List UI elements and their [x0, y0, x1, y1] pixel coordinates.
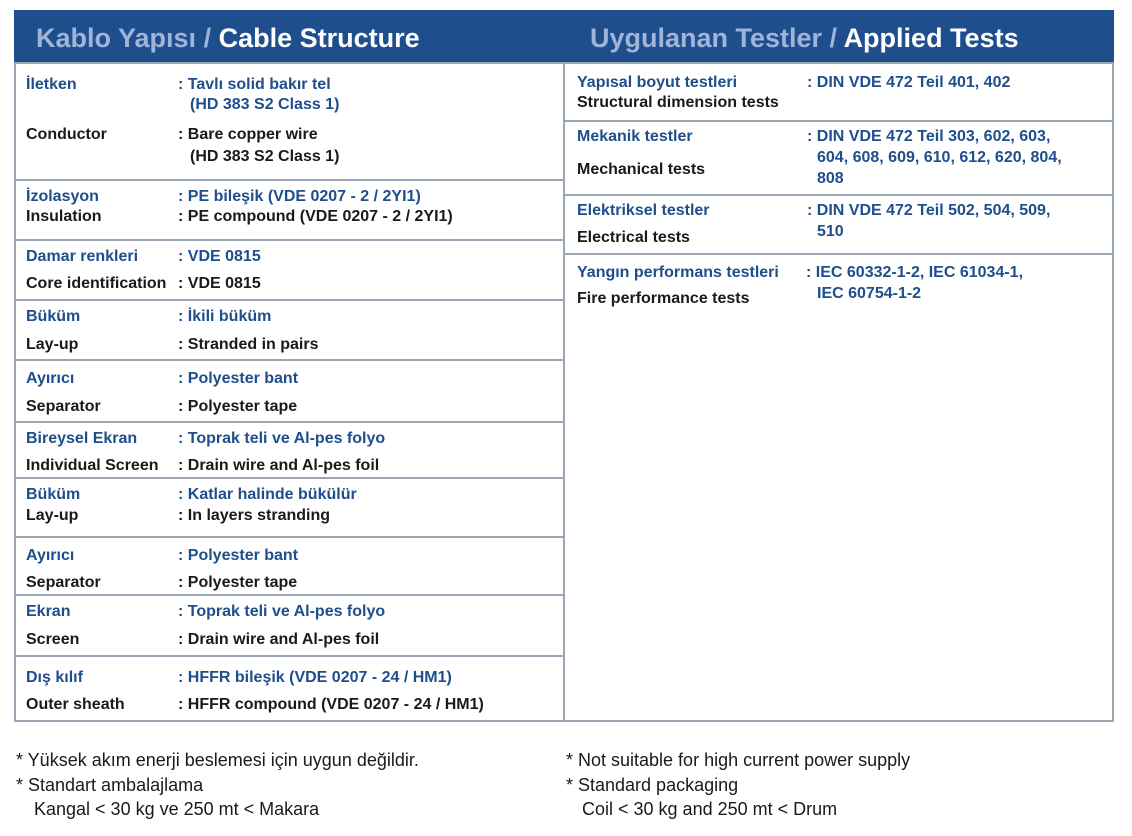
structure-tr-label: İletken: [26, 76, 77, 93]
structure-en-value-2: (HD 383 S2 Class 1): [190, 148, 340, 165]
structure-en-value: : Polyester tape: [178, 398, 298, 415]
header-bar: [14, 10, 1114, 66]
structure-tr-value: : HFFR bileşik (VDE 0207 - 24 / HM1): [178, 669, 452, 686]
test-tr-label: Yangın performans testleri: [577, 264, 779, 281]
structure-tr-value: : VDE 0815: [178, 248, 261, 265]
structure-en-label: Conductor: [26, 126, 107, 143]
test-tr-label: Mekanik testler: [577, 128, 693, 145]
structure-en-label: Separator: [26, 574, 101, 591]
test-row-mechanical: [565, 120, 1112, 196]
test-tr-label: Elektriksel testler: [577, 202, 710, 219]
test-row-electrical: [565, 194, 1112, 255]
structure-en-value: : HFFR compound (VDE 0207 - 24 / HM1): [178, 696, 484, 713]
test-value-line-1: : IEC 60332-1-2, IEC 61034-1,: [806, 264, 1024, 281]
structure-tr-value: : Toprak teli ve Al-pes folyo: [178, 603, 386, 620]
applied-tests-heading: Uygulanan Testler / Applied Tests: [590, 23, 1019, 53]
structure-tr-value: : PE bileşik (VDE 0207 - 2 / 2YI1): [178, 188, 421, 205]
structure-tr-value: : İkili büküm: [178, 308, 272, 325]
structure-en-label: Core identification: [26, 275, 167, 292]
structure-tr-value: : Polyester bant: [178, 370, 299, 387]
cable-structure-heading: Kablo Yapısı / Cable Structure: [36, 23, 420, 53]
test-row-structural: [565, 64, 1112, 122]
structure-row-screen: [16, 594, 563, 657]
applied-tests-panel: [565, 62, 1114, 722]
structure-row-lay-up: [16, 299, 563, 361]
note-tr-1: * Yüksek akım enerji beslemesi için uygun değildir.: [16, 750, 419, 770]
structure-en-value: : VDE 0815: [178, 275, 261, 292]
cable-structure-panel: [14, 62, 565, 722]
structure-en-value: : In layers stranding: [178, 507, 331, 524]
note-tr-3: Kangal < 30 kg ve 250 mt < Makara: [34, 799, 320, 819]
structure-row-separator: [16, 359, 563, 423]
note-tr-2: * Standart ambalajlama: [16, 775, 204, 795]
structure-en-label: Individual Screen: [26, 457, 159, 474]
structure-row-layer-stranding: [16, 477, 563, 538]
structure-tr-value: : Polyester bant: [178, 547, 299, 564]
note-en-3: Coil < 30 kg and 250 mt < Drum: [582, 799, 838, 819]
structure-tr-label: İzolasyon: [26, 188, 99, 205]
structure-row-individual-screen: [16, 421, 563, 479]
note-en-2: * Standard packaging: [566, 775, 739, 795]
structure-en-value: : Drain wire and Al-pes foil: [178, 631, 380, 648]
test-value-line-2: 604, 608, 609, 610, 612, 620, 804,: [817, 149, 1062, 166]
structure-tr-label: Ayırıcı: [26, 370, 75, 387]
structure-row-insulation: [16, 179, 563, 241]
structure-en-label: Outer sheath: [26, 696, 125, 713]
structure-row-core-identification: [16, 239, 563, 301]
note-en-1: * Not suitable for high current power supply: [566, 750, 911, 770]
structure-en-value: : Stranded in pairs: [178, 336, 319, 353]
test-value-line-1: : DIN VDE 472 Teil 303, 602, 603,: [807, 128, 1051, 145]
structure-en-label: Separator: [26, 398, 101, 415]
structure-row-separator-2: [16, 536, 563, 596]
test-value-line-2: IEC 60754-1-2: [817, 285, 922, 302]
structure-tr-label: Büküm: [26, 486, 81, 503]
test-value-line-1: : DIN VDE 472 Teil 502, 504, 509,: [807, 202, 1051, 219]
test-en-label: Structural dimension tests: [577, 94, 779, 111]
structure-en-value: : Bare copper wire: [178, 126, 318, 143]
structure-tr-label: Ekran: [26, 603, 71, 620]
structure-tr-value: : Toprak teli ve Al-pes folyo: [178, 430, 386, 447]
structure-tr-value: : Katlar halinde bükülür: [178, 486, 357, 503]
structure-en-value: : PE compound (VDE 0207 - 2 / 2YI1): [178, 208, 453, 225]
test-en-label: Electrical tests: [577, 229, 690, 246]
structure-tr-label: Bireysel Ekran: [26, 430, 138, 447]
structure-tr-label: Büküm: [26, 308, 81, 325]
structure-en-label: Lay-up: [26, 507, 79, 524]
test-en-label: Fire performance tests: [577, 290, 750, 307]
structure-row-outer-sheath: [16, 655, 563, 720]
test-value-line-1: : DIN VDE 472 Teil 401, 402: [807, 74, 1011, 91]
structure-en-value: : Polyester tape: [178, 574, 298, 591]
structure-tr-label: Dış kılıf: [26, 669, 83, 686]
test-value-line-2: 510: [817, 223, 844, 240]
test-tr-label: Yapısal boyut testleri: [577, 74, 738, 91]
structure-tr-label: Damar renkleri: [26, 248, 139, 265]
structure-en-label: Insulation: [26, 208, 102, 225]
structure-tr-value-2: (HD 383 S2 Class 1): [190, 96, 340, 113]
structure-en-value: : Drain wire and Al-pes foil: [178, 457, 380, 474]
structure-row-conductor: [16, 64, 563, 181]
test-value-line-3: 808: [817, 170, 844, 187]
test-en-label: Mechanical tests: [577, 161, 706, 178]
structure-tr-value: : Tavlı solid bakır tel: [178, 76, 331, 93]
structure-en-label: Screen: [26, 631, 80, 648]
structure-en-label: Lay-up: [26, 336, 79, 353]
test-row-fire: [565, 253, 1112, 323]
structure-tr-label: Ayırıcı: [26, 547, 75, 564]
